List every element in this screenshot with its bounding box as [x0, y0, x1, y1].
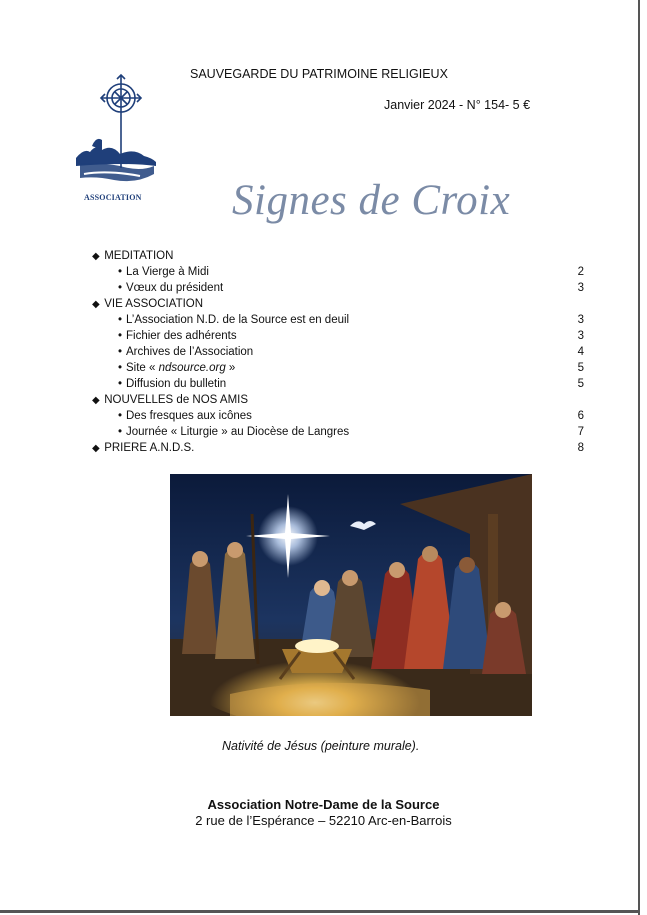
issue-info: Janvier 2024 - N° 154- 5 € — [384, 98, 531, 112]
toc-item-page: 3 — [577, 282, 584, 294]
toc-item — [92, 344, 592, 360]
association-name: Association Notre-Dame de la Source — [207, 797, 440, 812]
toc-item-label: Vœux du président — [126, 282, 224, 294]
toc-item — [92, 328, 592, 344]
magazine-title: Signes de Croix — [232, 177, 511, 224]
toc-section — [92, 248, 592, 264]
bullet-icon: • — [118, 282, 123, 294]
bullet-icon: • — [118, 314, 123, 326]
bullet-icon: • — [118, 426, 123, 438]
toc-section-heading: VIE ASSOCIATION — [104, 298, 204, 310]
image-caption: Nativité de Jésus (peinture murale). — [222, 739, 420, 753]
toc-item-label-suffix: » — [225, 362, 236, 374]
toc-item-page: 3 — [577, 314, 584, 326]
toc-item-label: Des fresques aux icônes — [126, 410, 252, 422]
organization-header: SAUVEGARDE DU PATRIMOINE RELIGIEUX — [190, 67, 448, 81]
nativity-painting — [170, 474, 532, 716]
bullet-icon: • — [118, 362, 123, 374]
toc-item-page: 5 — [577, 378, 584, 390]
toc-item-label: La Vierge à Midi — [126, 266, 209, 278]
toc-item — [92, 408, 592, 424]
toc-item-label — [126, 362, 235, 374]
toc-item — [92, 264, 592, 280]
toc-section-heading: MEDITATION — [104, 250, 174, 262]
toc-item-page: 3 — [577, 330, 584, 342]
toc-item — [92, 280, 592, 296]
bullet-icon: • — [118, 378, 123, 390]
toc-item-page: 2 — [577, 266, 584, 278]
toc-item-page: 4 — [577, 346, 584, 358]
diamond-bullet-icon: ◆ — [92, 395, 100, 406]
toc-item-label: L’Association N.D. de la Source est en deuil — [126, 314, 350, 326]
toc-item-page: 6 — [577, 410, 584, 422]
toc-section — [92, 296, 592, 312]
toc-item-page: 5 — [577, 362, 584, 374]
page-border-bottom — [0, 910, 640, 913]
toc-section — [92, 392, 592, 408]
toc-section-page: 8 — [577, 442, 584, 454]
toc-item-label: Journée « Liturgie » au Diocèse de Langres — [126, 426, 350, 438]
association-address: 2 rue de l’Espérance – 52210 Arc-en-Barrois — [195, 813, 452, 828]
toc-section-heading: NOUVELLES de NOS AMIS — [104, 394, 249, 406]
page-border-right — [638, 0, 640, 915]
toc-item-label: Diffusion du bulletin — [126, 378, 227, 390]
toc-item — [92, 312, 592, 328]
table-of-contents — [92, 248, 592, 456]
toc-section — [92, 440, 592, 456]
website-link: ndsource.org — [158, 362, 226, 374]
association-logo-icon — [72, 72, 160, 204]
diamond-bullet-icon: ◆ — [92, 443, 100, 454]
bullet-icon: • — [118, 266, 123, 278]
toc-item-label: Archives de l’Association — [126, 346, 254, 358]
bullet-icon: • — [118, 410, 123, 422]
toc-item — [92, 376, 592, 392]
diamond-bullet-icon: ◆ — [92, 299, 100, 310]
toc-section-heading: PRIERE A.N.D.S. — [104, 442, 195, 454]
toc-item — [92, 424, 592, 440]
bullet-icon: • — [118, 330, 123, 342]
toc-item-page: 7 — [577, 426, 584, 438]
toc-item-label-prefix: Site « — [126, 362, 159, 374]
toc-item — [92, 360, 592, 376]
toc-item-label: Fichier des adhérents — [126, 330, 237, 342]
logo-caption: ASSOCIATION — [84, 193, 142, 202]
bullet-icon: • — [118, 346, 123, 358]
diamond-bullet-icon: ◆ — [92, 251, 100, 262]
